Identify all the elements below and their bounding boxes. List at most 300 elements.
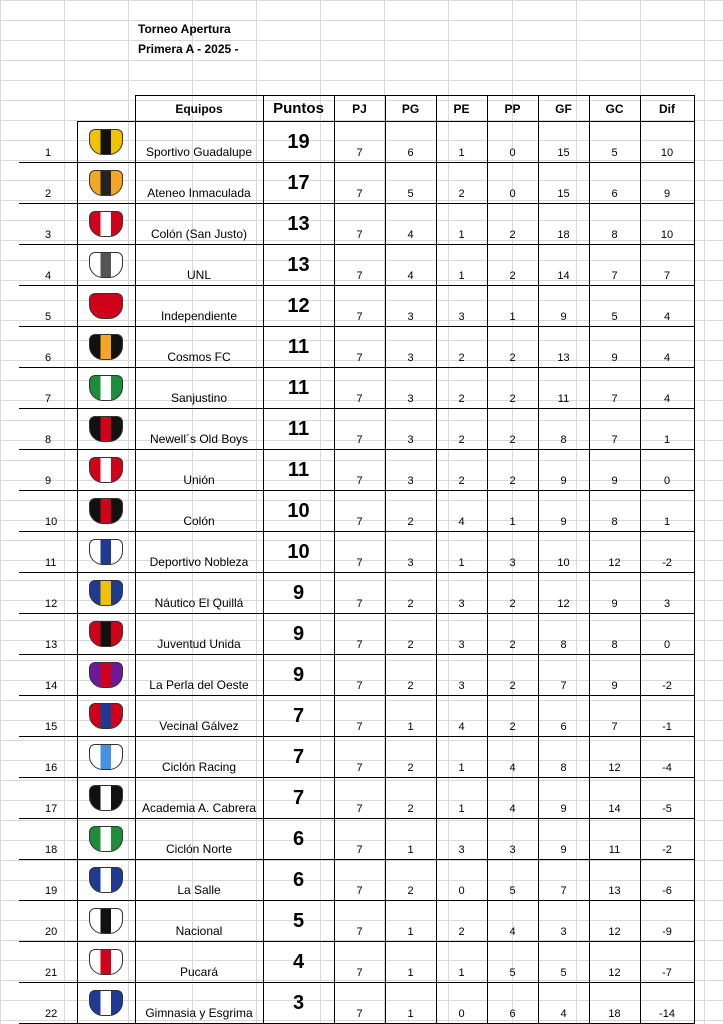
cell-pe: 3 xyxy=(436,614,487,655)
cell-pts: 9 xyxy=(263,573,334,614)
cell-pj: 7 xyxy=(334,983,385,1024)
team-crest-cell xyxy=(77,655,135,696)
team-crest-icon xyxy=(89,334,123,360)
cell-pe: 1 xyxy=(436,778,487,819)
standings-table xyxy=(19,95,695,1024)
cell-gf: 11 xyxy=(538,368,589,409)
header-dif: Dif xyxy=(640,96,694,122)
cell-pp: 2 xyxy=(487,245,538,286)
cell-dif: 4 xyxy=(640,368,694,409)
team-name: Colón xyxy=(135,491,263,532)
cell-pe: 0 xyxy=(436,860,487,901)
cell-dif: 4 xyxy=(640,286,694,327)
cell-pe: 4 xyxy=(436,696,487,737)
table-header-row xyxy=(19,96,694,122)
cell-dif: 0 xyxy=(640,450,694,491)
cell-gc: 13 xyxy=(589,860,640,901)
cell-pe: 3 xyxy=(436,819,487,860)
team-crest-cell xyxy=(77,450,135,491)
team-crest-cell xyxy=(77,245,135,286)
team-name: Academia A. Cabrera xyxy=(135,778,263,819)
team-crest-icon xyxy=(89,170,123,196)
cell-pe: 2 xyxy=(436,450,487,491)
table-row xyxy=(19,778,694,819)
team-crest-icon xyxy=(89,539,123,565)
team-crest-cell xyxy=(77,368,135,409)
cell-pj: 7 xyxy=(334,327,385,368)
cell-pp: 2 xyxy=(487,655,538,696)
team-crest-cell xyxy=(77,942,135,983)
row-position: 1 xyxy=(19,122,77,163)
cell-pg: 4 xyxy=(385,204,436,245)
row-position: 18 xyxy=(19,819,77,860)
table-row xyxy=(19,942,694,983)
cell-pp: 2 xyxy=(487,450,538,491)
cell-gc: 11 xyxy=(589,819,640,860)
cell-pts: 3 xyxy=(263,983,334,1024)
team-crest-cell xyxy=(77,614,135,655)
table-row xyxy=(19,573,694,614)
cell-pg: 3 xyxy=(385,327,436,368)
cell-pe: 1 xyxy=(436,245,487,286)
cell-dif: -5 xyxy=(640,778,694,819)
cell-pj: 7 xyxy=(334,122,385,163)
cell-pj: 7 xyxy=(334,614,385,655)
header-team: Equipos xyxy=(135,96,263,122)
team-crest-cell xyxy=(77,778,135,819)
tournament-title: Torneo Apertura xyxy=(138,22,231,36)
row-position: 8 xyxy=(19,409,77,450)
cell-gc: 14 xyxy=(589,778,640,819)
cell-pp: 2 xyxy=(487,409,538,450)
cell-pts: 10 xyxy=(263,532,334,573)
cell-gf: 9 xyxy=(538,778,589,819)
team-name: La Salle xyxy=(135,860,263,901)
cell-dif: -2 xyxy=(640,655,694,696)
cell-gc: 8 xyxy=(589,204,640,245)
row-position: 4 xyxy=(19,245,77,286)
standings-body xyxy=(19,122,694,1024)
cell-pg: 2 xyxy=(385,655,436,696)
cell-pj: 7 xyxy=(334,163,385,204)
row-position: 16 xyxy=(19,737,77,778)
cell-dif: 1 xyxy=(640,491,694,532)
cell-pts: 11 xyxy=(263,409,334,450)
cell-gf: 9 xyxy=(538,286,589,327)
cell-pe: 1 xyxy=(436,942,487,983)
cell-gf: 15 xyxy=(538,163,589,204)
cell-pg: 2 xyxy=(385,737,436,778)
cell-gc: 5 xyxy=(589,286,640,327)
cell-pts: 11 xyxy=(263,327,334,368)
cell-gf: 7 xyxy=(538,860,589,901)
team-name: La Perla del Oeste xyxy=(135,655,263,696)
cell-pe: 0 xyxy=(436,983,487,1024)
cell-pj: 7 xyxy=(334,368,385,409)
team-name: Náutico El Quillá xyxy=(135,573,263,614)
team-name: Pucará xyxy=(135,942,263,983)
cell-gf: 12 xyxy=(538,573,589,614)
row-position: 13 xyxy=(19,614,77,655)
row-position: 7 xyxy=(19,368,77,409)
cell-gc: 8 xyxy=(589,491,640,532)
cell-gf: 9 xyxy=(538,819,589,860)
cell-pj: 7 xyxy=(334,409,385,450)
header-pp: PP xyxy=(487,96,538,122)
cell-pe: 1 xyxy=(436,122,487,163)
cell-pj: 7 xyxy=(334,491,385,532)
cell-pe: 3 xyxy=(436,573,487,614)
cell-gc: 7 xyxy=(589,245,640,286)
cell-dif: -1 xyxy=(640,696,694,737)
cell-pj: 7 xyxy=(334,778,385,819)
cell-pts: 13 xyxy=(263,245,334,286)
team-crest-icon xyxy=(89,252,123,278)
team-crest-icon xyxy=(89,293,123,319)
cell-gf: 10 xyxy=(538,532,589,573)
cell-gc: 12 xyxy=(589,737,640,778)
cell-pg: 5 xyxy=(385,163,436,204)
cell-pts: 6 xyxy=(263,819,334,860)
cell-pts: 7 xyxy=(263,778,334,819)
cell-pe: 3 xyxy=(436,655,487,696)
cell-pj: 7 xyxy=(334,450,385,491)
team-crest-cell xyxy=(77,491,135,532)
team-crest-cell xyxy=(77,409,135,450)
cell-pp: 5 xyxy=(487,860,538,901)
team-crest-icon xyxy=(89,129,123,155)
team-crest-icon xyxy=(89,744,123,770)
cell-pp: 3 xyxy=(487,819,538,860)
table-row xyxy=(19,368,694,409)
header-logo-blank xyxy=(77,96,135,122)
team-name: Vecinal Gálvez xyxy=(135,696,263,737)
cell-pj: 7 xyxy=(334,819,385,860)
cell-gc: 6 xyxy=(589,163,640,204)
cell-pj: 7 xyxy=(334,204,385,245)
team-crest-cell xyxy=(77,696,135,737)
cell-gf: 8 xyxy=(538,737,589,778)
team-name: Gimnasia y Esgrima xyxy=(135,983,263,1024)
team-name: Deportivo Nobleza xyxy=(135,532,263,573)
cell-pe: 1 xyxy=(436,532,487,573)
cell-pe: 4 xyxy=(436,491,487,532)
table-row xyxy=(19,122,694,163)
header-gf: GF xyxy=(538,96,589,122)
cell-pts: 7 xyxy=(263,737,334,778)
cell-dif: 1 xyxy=(640,409,694,450)
row-position: 14 xyxy=(19,655,77,696)
header-gc: GC xyxy=(589,96,640,122)
cell-gc: 5 xyxy=(589,122,640,163)
team-crest-icon xyxy=(89,908,123,934)
row-position: 15 xyxy=(19,696,77,737)
team-name: Sanjustino xyxy=(135,368,263,409)
cell-pj: 7 xyxy=(334,901,385,942)
cell-gc: 9 xyxy=(589,573,640,614)
cell-pp: 2 xyxy=(487,204,538,245)
row-position: 21 xyxy=(19,942,77,983)
table-row xyxy=(19,163,694,204)
cell-pp: 0 xyxy=(487,163,538,204)
team-crest-icon xyxy=(89,621,123,647)
team-name: Independiente xyxy=(135,286,263,327)
team-crest-icon xyxy=(89,867,123,893)
cell-gf: 7 xyxy=(538,655,589,696)
cell-pg: 2 xyxy=(385,860,436,901)
cell-gc: 12 xyxy=(589,901,640,942)
cell-gf: 9 xyxy=(538,450,589,491)
cell-gc: 8 xyxy=(589,614,640,655)
team-crest-icon xyxy=(89,990,123,1016)
cell-gf: 6 xyxy=(538,696,589,737)
cell-pg: 6 xyxy=(385,122,436,163)
cell-dif: -4 xyxy=(640,737,694,778)
cell-pg: 4 xyxy=(385,245,436,286)
team-crest-cell xyxy=(77,573,135,614)
cell-pp: 4 xyxy=(487,901,538,942)
row-position: 9 xyxy=(19,450,77,491)
team-crest-cell xyxy=(77,860,135,901)
cell-pts: 5 xyxy=(263,901,334,942)
table-row xyxy=(19,327,694,368)
cell-pj: 7 xyxy=(334,737,385,778)
cell-gc: 9 xyxy=(589,450,640,491)
cell-dif: -9 xyxy=(640,901,694,942)
cell-pp: 2 xyxy=(487,573,538,614)
cell-pts: 4 xyxy=(263,942,334,983)
cell-pj: 7 xyxy=(334,655,385,696)
cell-dif: -14 xyxy=(640,983,694,1024)
cell-pe: 1 xyxy=(436,737,487,778)
cell-gf: 9 xyxy=(538,491,589,532)
team-crest-icon xyxy=(89,949,123,975)
team-name: UNL xyxy=(135,245,263,286)
team-crest-cell xyxy=(77,286,135,327)
cell-pe: 3 xyxy=(436,286,487,327)
row-position: 2 xyxy=(19,163,77,204)
cell-pg: 3 xyxy=(385,450,436,491)
cell-pe: 2 xyxy=(436,409,487,450)
cell-pg: 3 xyxy=(385,409,436,450)
team-name: Ateneo Inmaculada xyxy=(135,163,263,204)
table-row xyxy=(19,245,694,286)
cell-pj: 7 xyxy=(334,245,385,286)
row-position: 19 xyxy=(19,860,77,901)
cell-pp: 1 xyxy=(487,491,538,532)
cell-gc: 12 xyxy=(589,942,640,983)
cell-pe: 1 xyxy=(436,204,487,245)
cell-gf: 14 xyxy=(538,245,589,286)
team-crest-cell xyxy=(77,737,135,778)
table-row xyxy=(19,696,694,737)
team-crest-icon xyxy=(89,211,123,237)
header-pos-blank xyxy=(19,96,77,122)
cell-gc: 7 xyxy=(589,409,640,450)
cell-dif: 3 xyxy=(640,573,694,614)
row-position: 6 xyxy=(19,327,77,368)
cell-gf: 15 xyxy=(538,122,589,163)
cell-gc: 12 xyxy=(589,532,640,573)
table-row xyxy=(19,737,694,778)
cell-pts: 10 xyxy=(263,491,334,532)
cell-pg: 2 xyxy=(385,778,436,819)
cell-gc: 7 xyxy=(589,696,640,737)
table-row xyxy=(19,532,694,573)
cell-pts: 6 xyxy=(263,860,334,901)
team-crest-cell xyxy=(77,204,135,245)
team-crest-cell xyxy=(77,122,135,163)
team-crest-icon xyxy=(89,457,123,483)
tournament-subtitle: Primera A - 2025 - xyxy=(138,42,239,56)
cell-pe: 2 xyxy=(436,163,487,204)
cell-pg: 1 xyxy=(385,696,436,737)
cell-pts: 11 xyxy=(263,368,334,409)
table-row xyxy=(19,286,694,327)
cell-pj: 7 xyxy=(334,532,385,573)
cell-pj: 7 xyxy=(334,942,385,983)
cell-dif: 7 xyxy=(640,245,694,286)
table-row xyxy=(19,655,694,696)
team-name: Ciclón Racing xyxy=(135,737,263,778)
cell-pg: 3 xyxy=(385,286,436,327)
cell-pg: 1 xyxy=(385,819,436,860)
cell-dif: 9 xyxy=(640,163,694,204)
cell-pts: 7 xyxy=(263,696,334,737)
team-name: Ciclón Norte xyxy=(135,819,263,860)
team-name: Nacional xyxy=(135,901,263,942)
cell-pp: 0 xyxy=(487,122,538,163)
cell-pg: 1 xyxy=(385,901,436,942)
cell-gc: 7 xyxy=(589,368,640,409)
cell-dif: -2 xyxy=(640,819,694,860)
row-position: 3 xyxy=(19,204,77,245)
table-row xyxy=(19,409,694,450)
cell-gc: 18 xyxy=(589,983,640,1024)
cell-pts: 19 xyxy=(263,122,334,163)
row-position: 11 xyxy=(19,532,77,573)
team-crest-cell xyxy=(77,983,135,1024)
cell-pp: 2 xyxy=(487,696,538,737)
table-row xyxy=(19,901,694,942)
team-crest-cell xyxy=(77,901,135,942)
header-pj: PJ xyxy=(334,96,385,122)
cell-pts: 12 xyxy=(263,286,334,327)
cell-gf: 5 xyxy=(538,942,589,983)
table-row xyxy=(19,450,694,491)
cell-dif: 10 xyxy=(640,204,694,245)
cell-gf: 3 xyxy=(538,901,589,942)
cell-pe: 2 xyxy=(436,327,487,368)
team-crest-cell xyxy=(77,327,135,368)
cell-pp: 2 xyxy=(487,614,538,655)
team-name: Newell´s Old Boys xyxy=(135,409,263,450)
cell-gf: 13 xyxy=(538,327,589,368)
team-crest-icon xyxy=(89,580,123,606)
cell-pp: 4 xyxy=(487,778,538,819)
row-position: 20 xyxy=(19,901,77,942)
row-position: 12 xyxy=(19,573,77,614)
team-crest-icon xyxy=(89,703,123,729)
table-row xyxy=(19,614,694,655)
cell-pg: 1 xyxy=(385,942,436,983)
cell-gf: 4 xyxy=(538,983,589,1024)
row-position: 10 xyxy=(19,491,77,532)
cell-pp: 6 xyxy=(487,983,538,1024)
team-name: Sportivo Guadalupe xyxy=(135,122,263,163)
row-position: 22 xyxy=(19,983,77,1024)
cell-pp: 4 xyxy=(487,737,538,778)
team-crest-icon xyxy=(89,662,123,688)
cell-dif: 10 xyxy=(640,122,694,163)
cell-pe: 2 xyxy=(436,368,487,409)
cell-pj: 7 xyxy=(334,860,385,901)
cell-pts: 13 xyxy=(263,204,334,245)
cell-pp: 1 xyxy=(487,286,538,327)
team-crest-cell xyxy=(77,819,135,860)
cell-pj: 7 xyxy=(334,286,385,327)
cell-pts: 17 xyxy=(263,163,334,204)
cell-pp: 5 xyxy=(487,942,538,983)
team-crest-icon xyxy=(89,826,123,852)
team-name: Juventud Unida xyxy=(135,614,263,655)
cell-gc: 9 xyxy=(589,655,640,696)
header-points: Puntos xyxy=(263,96,334,122)
cell-gc: 9 xyxy=(589,327,640,368)
cell-dif: -6 xyxy=(640,860,694,901)
header-pg: PG xyxy=(385,96,436,122)
table-row xyxy=(19,819,694,860)
cell-pg: 2 xyxy=(385,614,436,655)
table-row xyxy=(19,204,694,245)
cell-pg: 3 xyxy=(385,532,436,573)
cell-dif: -2 xyxy=(640,532,694,573)
team-crest-icon xyxy=(89,416,123,442)
table-row xyxy=(19,983,694,1024)
team-crest-icon xyxy=(89,498,123,524)
cell-pts: 11 xyxy=(263,450,334,491)
cell-pe: 2 xyxy=(436,901,487,942)
cell-pg: 2 xyxy=(385,491,436,532)
cell-pts: 9 xyxy=(263,614,334,655)
team-crest-cell xyxy=(77,532,135,573)
cell-gf: 8 xyxy=(538,409,589,450)
team-crest-cell xyxy=(77,163,135,204)
header-pe: PE xyxy=(436,96,487,122)
row-position: 17 xyxy=(19,778,77,819)
team-crest-icon xyxy=(89,785,123,811)
cell-dif: 0 xyxy=(640,614,694,655)
team-name: Unión xyxy=(135,450,263,491)
team-name: Cosmos FC xyxy=(135,327,263,368)
team-name: Colón (San Justo) xyxy=(135,204,263,245)
cell-pp: 2 xyxy=(487,327,538,368)
table-row xyxy=(19,860,694,901)
cell-pg: 1 xyxy=(385,983,436,1024)
cell-pts: 9 xyxy=(263,655,334,696)
cell-dif: 4 xyxy=(640,327,694,368)
cell-pp: 3 xyxy=(487,532,538,573)
cell-pj: 7 xyxy=(334,696,385,737)
cell-pg: 3 xyxy=(385,368,436,409)
cell-pg: 2 xyxy=(385,573,436,614)
table-row xyxy=(19,491,694,532)
cell-pj: 7 xyxy=(334,573,385,614)
cell-dif: -7 xyxy=(640,942,694,983)
cell-pp: 2 xyxy=(487,368,538,409)
row-position: 5 xyxy=(19,286,77,327)
cell-gf: 18 xyxy=(538,204,589,245)
